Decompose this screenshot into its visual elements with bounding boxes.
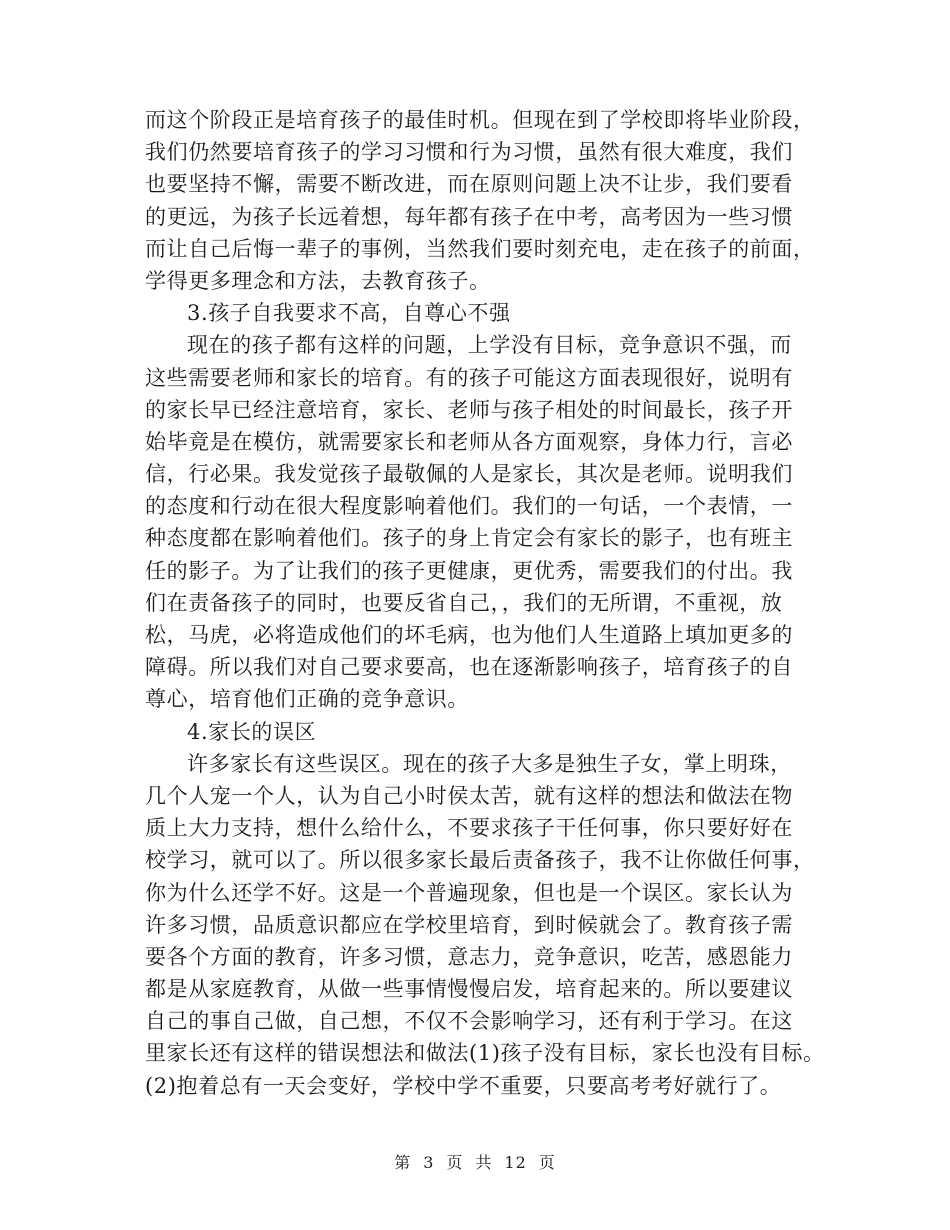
text-line: 几个人宠一个人，认为自己小时侯太苦，就有这样的想法和做法在物 (145, 783, 793, 808)
text-line: 4.家长的误区 (187, 719, 317, 744)
footer-suffix: 页 (538, 1153, 556, 1172)
page-footer (0, 1150, 950, 1173)
text-line: 的家长早已经注意培育，家长、老师与孩子相处的时间最长，孩子开 (145, 397, 793, 422)
text-line: 的态度和行动在很大程度影响着他们。我们的一句话，一个表情，一 (145, 494, 793, 519)
text-line: 的更远，为孩子长远着想，每年都有孩子在中考，高考因为一些习惯 (145, 204, 793, 229)
text-line: 现在的孩子都有这样的问题，上学没有目标，竞争意识不强，而 (187, 333, 792, 358)
text-line: 们在责备孩子的同时，也要反省自己，，我们的无所谓，不重视，放 (145, 590, 783, 615)
text-line: 这些需要老师和家长的培育。有的孩子可能这方面表现很好，说明有 (145, 365, 793, 390)
paragraph (145, 104, 825, 297)
text-line: 而让自己后悔一辈子的事例，当然我们要时刻充电，走在孩子的前面， (145, 236, 815, 261)
text-line: 都是从家庭教育，从做一些事情慢慢启发，培育起来的。所以要建议 (145, 977, 793, 1002)
footer-page-number: 3 (423, 1153, 435, 1172)
text-line: 要各个方面的教育，许多习惯，意志力，竞争意识，吃苦，感恩能力 (145, 944, 793, 969)
text-line: 你为什么还学不好。这是一个普遍现象，但也是一个误区。家长认为 (145, 880, 793, 905)
text-line: 3.孩子自我要求不高，自尊心不强 (187, 301, 511, 326)
text-line: 信，行必果。我发觉孩子最敬佩的人是家长，其次是老师。说明我们 (145, 462, 793, 487)
text-line: 学得更多理念和方法，去教育孩子。 (145, 268, 491, 293)
text-line: 而这个阶段正是培育孩子的最佳时机。但现在到了学校即将毕业阶段， (145, 108, 815, 132)
paragraph (145, 748, 825, 1102)
text-line: (2)抱着总有一天会变好，学校中学不重要，只要高考考好就行了。 (145, 1073, 782, 1098)
paragraph (145, 329, 825, 715)
document-body (145, 104, 825, 1102)
text-line: 自己的事自己做，自己想，不仅不会影响学习，还有利于学习。在这 (145, 1009, 793, 1034)
text-line: 任的影子。为了让我们的孩子更健康，更优秀，需要我们的付出。我 (145, 558, 793, 583)
text-line: 松，马虎，必将造成他们的坏毛病，也为他们人生道路上填加更多的 (145, 623, 793, 647)
text-line: 里家长还有这样的错误想法和做法(1)孩子没有目标，家长也没有目标。 (145, 1041, 825, 1066)
text-line: 尊心，培育他们正确的竞争意识。 (145, 687, 469, 712)
text-line: 质上大力支持，想什么给什么，不要求孩子干任何事，你只要好好在 (145, 816, 793, 841)
text-line: 许多家长有这些误区。现在的孩子大多是独生子女，掌上明珠， (187, 751, 792, 776)
text-line: 种态度都在影响着他们。孩子的身上肯定会有家长的影子，也有班主 (145, 526, 793, 551)
footer-page-word: 页 (446, 1153, 464, 1172)
text-line: 始毕竟是在模仿，就需要家长和老师从各方面观察，身体力行，言必 (145, 429, 793, 454)
footer-total-word: 共 (475, 1153, 493, 1172)
footer-prefix: 第 (394, 1153, 412, 1172)
footer-total-pages: 12 (504, 1153, 527, 1172)
paragraph (145, 297, 825, 329)
text-line: 障碍。所以我们对自己要求要高，也在逐渐影响孩子，培育孩子的自 (145, 655, 793, 680)
text-line: 我们仍然要培育孩子的学习习惯和行为习惯，虽然有很大难度，我们 (145, 140, 793, 165)
text-line: 校学习，就可以了。所以很多家长最后责备孩子，我不让你做任何事， (145, 848, 815, 873)
text-line: 也要坚持不懈，需要不断改进，而在原则问题上决不让步，我们要看 (145, 172, 793, 197)
text-line: 许多习惯，品质意识都应在学校里培育，到时候就会了。教育孩子需 (145, 912, 793, 937)
paragraph (145, 716, 825, 748)
